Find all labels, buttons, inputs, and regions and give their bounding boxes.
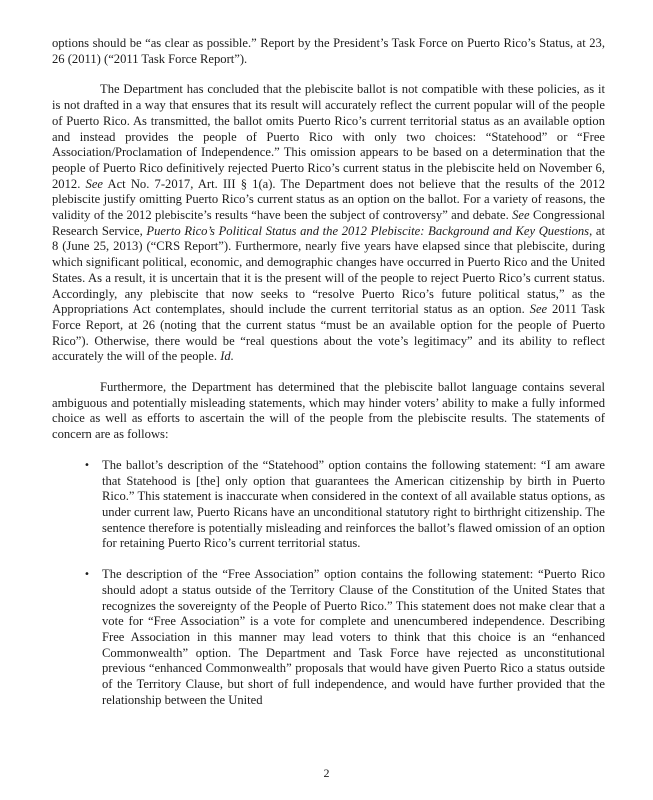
page-number: 2 — [323, 766, 330, 780]
paragraph-ballot-compatibility — [52, 82, 605, 365]
list-item-text: The ballot’s description of the “Statehood” option contains the following statement: “I am aware that Statehood is [the] only option that guarantees the American citizenship by birth in Puerto Rico.” This statement is inaccurate when considered in the context of all available status options, as under current law, Puerto Ricans have an unconditional statutory right to birthright citizenship. The sentence therefore is potentially misleading and reinforces the ballot’s flawed omission of an option for retaining Puerto Rico’s current territorial status. — [102, 457, 605, 551]
paragraph-continuation: options should be “as clear as possible.” Report by the President’s Task Force on Puerto Rico’s Status, at 23, 26 (2011) (“2011 Task Force Report”). — [52, 36, 605, 66]
concerns-list — [52, 458, 605, 709]
report-title: Puerto Rico’s Political Status and the 2012 Plebiscite: Background and Key Questions — [146, 223, 590, 238]
paragraph-ambiguous-statements: Furthermore, the Department has determined that the plebiscite ballot language contains several ambiguous and potentially misleading statements, which may hinder voters’ ability to make a fully informed choice as well as efforts to ascertain the will of the people from the plebiscite results. The statements of concern are as follows: — [52, 380, 605, 442]
bullet-icon: • — [84, 459, 90, 471]
list-item — [52, 567, 605, 708]
citation-signal: See — [529, 302, 548, 317]
citation-signal: See — [85, 176, 103, 191]
list-item-text: The description of the “Free Association” option contains the following statement: “Puerto Rico should adopt a status outside of the Territory Clause of the Constitution of the United States that recognizes the sovereignty of the People of Puerto Rico.” This statement does not make clear that a vote for “Free Association” is a vote for complete and unencumbered independence. Describing Free Association in this manner may lead voters to think that this choice is an “enhanced Commonwealth” option. The Department and Task Force have rejected as unconstitutional previous “enhanced Commonwealth” proposals that would have given Puerto Rico a status outside of the Territory Clause, but short of full independence, and would have further provided that the relationship between the United — [102, 567, 605, 707]
text-segment: Act No. 7-2017, Art. III § 1(a). The Department does not believe that the results of the 2012 plebiscite justify omitting Puerto Rico’s current status as an option on the ballot. For a variety of reasons, the validity of the 2012 plebiscite’s results “have been the subject of controversy” and debate. — [52, 176, 606, 223]
text-segment: The Department has concluded that the plebiscite ballot is not compatible with these policies, as it is not drafted in a way that ensures that its result will accurately reflect the current popular will of the people of Puerto Rico. As transmitted, the ballot omits Puerto Rico’s current territorial status as an available option and instead provides the people of Puerto Rico with only two choices: “Statehood” or “Free Association/Proclamation of Independence.” This omission appears to be based on a determination that the people of Puerto Rico definitively rejected Puerto Rico’s current status in the plebiscite held on November 6, 2012. — [52, 82, 605, 191]
text-segment: 2011 Task Force Report, at 26 (noting that the current status “must be an available option for the people of Puerto Rico”). Otherwise, there would be “real questions about the vote’s legitimacy” and its ability to reflect accurately the will of the people. — [52, 302, 606, 364]
citation-id: Id. — [220, 349, 234, 364]
text-segment: Congressional Research Service, — [52, 208, 605, 238]
list-item — [52, 458, 605, 552]
citation-signal: See — [512, 208, 530, 223]
text-segment: , at 8 (June 25, 2013) (“CRS Report”). Furthermore, nearly five years have elapsed since that plebiscite, during which significant political, economic, and demographic changes have occurred in Puerto Rico and the United States. As a result, it is uncertain that it is the present will of the people to reject Puerto Rico’s current status. Accordingly, any plebiscite that now seeks to “resolve Puerto Rico’s future political status,” as the Appropriations Act contemplates, should include the current territorial status as an option. — [52, 223, 606, 317]
bullet-icon: • — [84, 569, 90, 581]
